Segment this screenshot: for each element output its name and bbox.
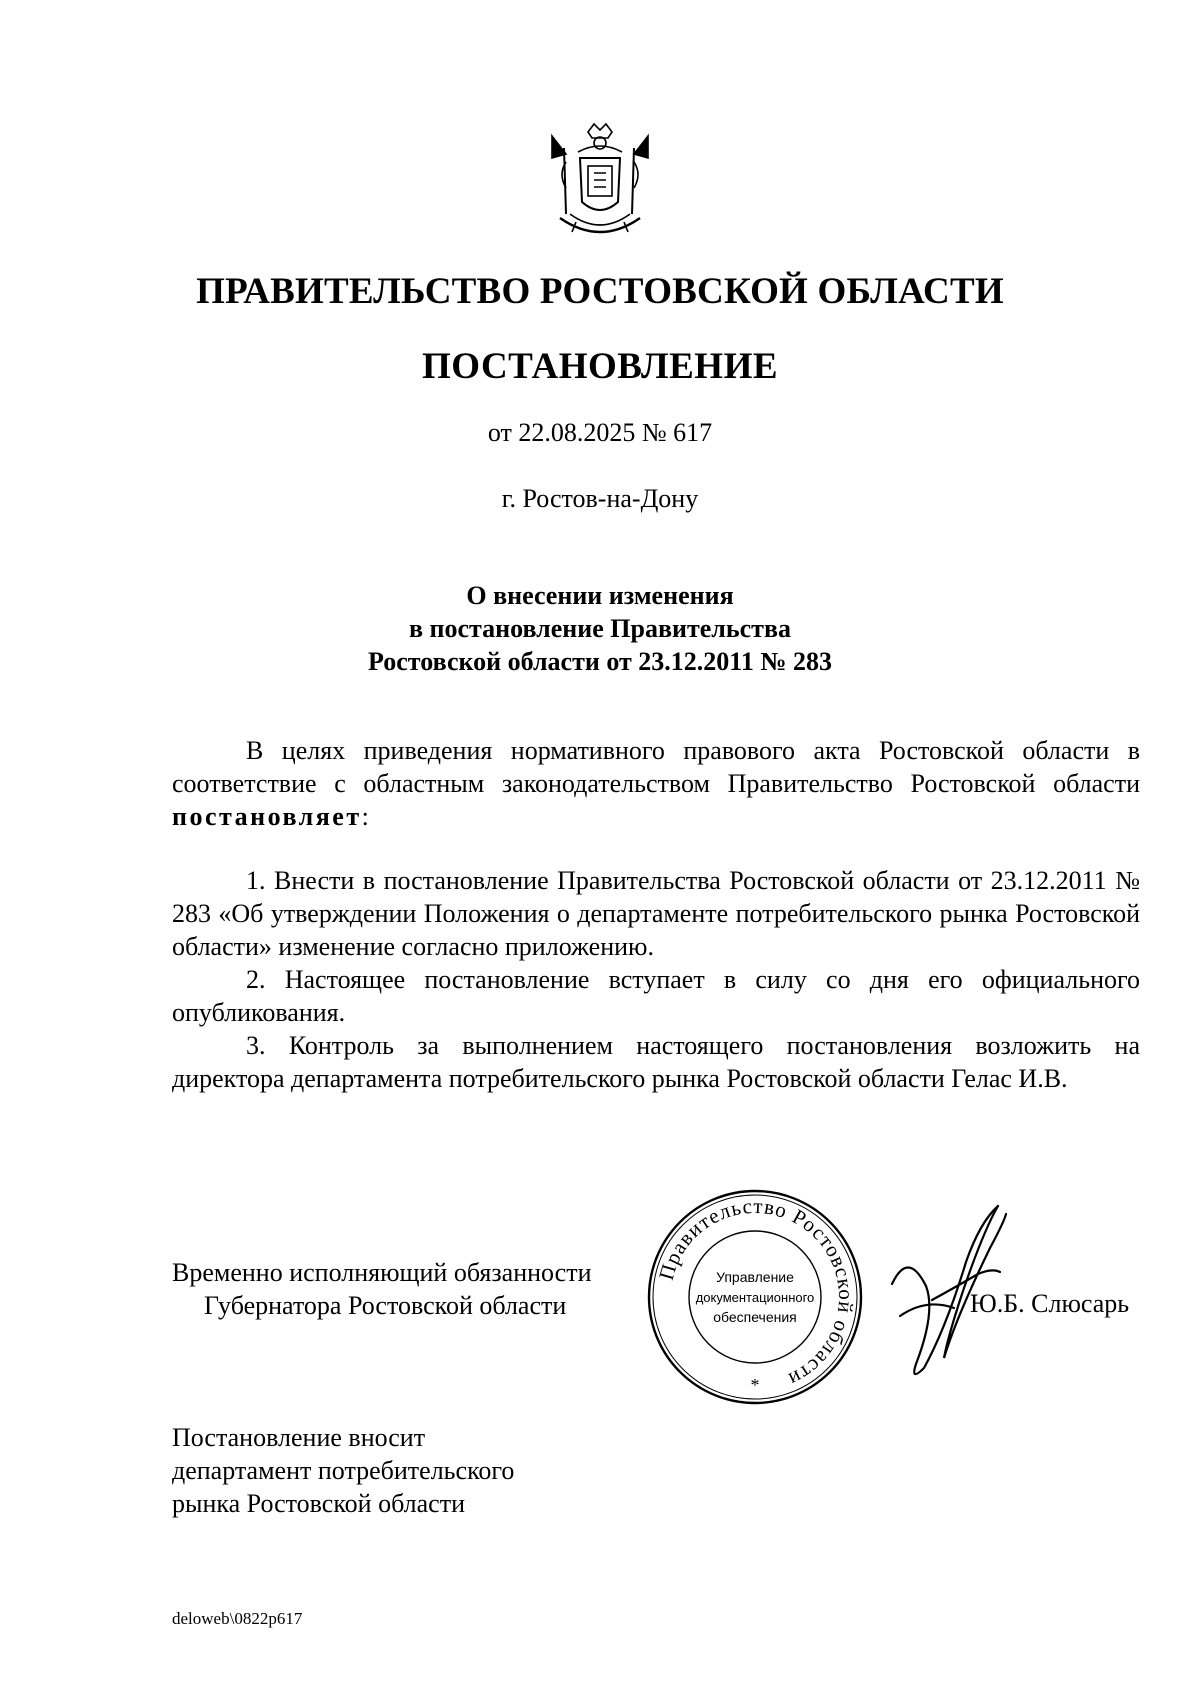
seal-inner-line-1: Управление bbox=[716, 1269, 794, 1285]
submitter-note bbox=[172, 1421, 514, 1520]
document-code: deloweb\0822p617 bbox=[172, 1609, 303, 1628]
resolution-item-1: 1. Внести в постановление Правительства Ростовской области от 23.12.2011 № 283 «Об утверждении Положения о департаменте потребительского рынка Ростовской области» изменение согласно приложению. bbox=[172, 866, 1140, 961]
date-number: от 22.08.2025 № 617 bbox=[487, 418, 713, 447]
preamble-emphasis: постановляет bbox=[172, 802, 362, 831]
resolution-item-3: 3. Контроль за выполнением настоящего постановления возложить на директора департамента потребительского рынка Ростовской области Гелас И.В. bbox=[172, 1031, 1140, 1093]
document-type-title: ПОСТАНОВЛЕНИЕ bbox=[421, 346, 779, 387]
resolution-items bbox=[172, 864, 1140, 1095]
subject-line-2: в постановление Правительства bbox=[408, 614, 791, 643]
preamble-colon: : bbox=[361, 802, 369, 831]
organization-title: ПРАВИТЕЛЬСТВО РОСТОВСКОЙ ОБЛАСТИ bbox=[196, 271, 1004, 312]
preamble-text: В целях приведения нормативного правового акта Ростовской области в соответствие с областным законодательством Правительство Ростовской области bbox=[172, 736, 1140, 798]
city: г. Ростов-на-Дону bbox=[501, 484, 699, 513]
resolution-item-2: 2. Настоящее постановление вступает в силу со дня его официального опубликования. bbox=[172, 965, 1140, 1027]
signer-position bbox=[172, 1256, 592, 1322]
seal-outer-text: Правительство Ростовской области bbox=[653, 1193, 859, 1393]
seal-inner-line-3: обеспечения bbox=[713, 1309, 797, 1325]
document-subject bbox=[0, 579, 1200, 678]
subject-line-1: О внесении изменения bbox=[466, 581, 734, 610]
official-seal-icon bbox=[644, 1186, 866, 1408]
submitter-line-1: Постановление вносит bbox=[172, 1423, 426, 1452]
submitter-line-3: рынка Ростовской области bbox=[172, 1489, 465, 1518]
coat-of-arms-icon bbox=[536, 118, 664, 243]
seal-inner-line-2: документационного bbox=[695, 1290, 815, 1305]
subject-line-3: Ростовской области от 23.12.2011 № 283 bbox=[368, 647, 832, 676]
submitter-line-2: департамент потребительского bbox=[172, 1456, 515, 1485]
preamble bbox=[172, 734, 1140, 833]
signer-position-line-1: Временно исполняющий обязанности bbox=[172, 1258, 592, 1287]
seal-star: * bbox=[750, 1375, 760, 1395]
signer-position-line-2: Губернатора Ростовской области bbox=[204, 1291, 567, 1320]
signer-name: Ю.Б. Слюсарь bbox=[970, 1289, 1130, 1318]
